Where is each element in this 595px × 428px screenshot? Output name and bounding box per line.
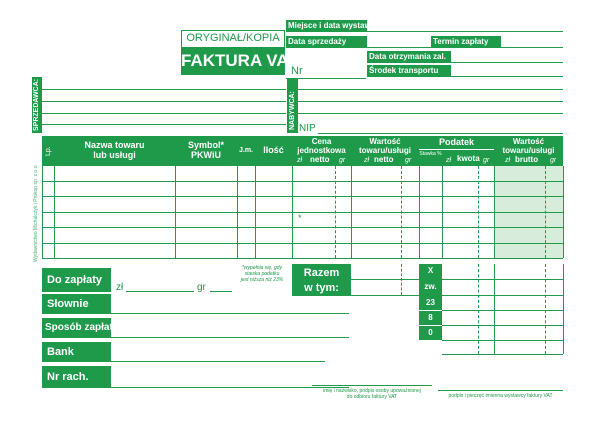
rate-label-x: X <box>427 266 434 275</box>
rate-label-23: 23 <box>426 298 435 307</box>
netval-zl-label: zł <box>364 157 370 164</box>
sum-col-1 <box>494 264 495 354</box>
netval-header-line2: towaru/usługi <box>359 146 411 155</box>
name-header-line1: Nazwa towaru <box>84 140 145 150</box>
bank-line[interactable] <box>111 361 325 362</box>
footnote-line1: *wypełnia się, gdy <box>241 265 283 271</box>
gross-brutto-label: brutto <box>515 155 539 164</box>
slownie-label: Słownie <box>47 298 89 310</box>
gross-zl-label: zł <box>505 157 511 164</box>
transport-line <box>451 76 563 77</box>
row-line-2 <box>42 196 563 197</box>
qty-header-label: Ilość <box>263 145 284 155</box>
rate-label-zw: zw. <box>424 282 437 291</box>
jm-header-label: J.m. <box>238 147 253 154</box>
nr-rach-label: Nr rach. <box>47 371 89 383</box>
sum-dash-3 <box>545 264 546 354</box>
original-copy-label: ORYGINAŁ/KOPIA <box>186 32 280 44</box>
price-zl-label: zł <box>297 157 303 164</box>
transport-label: Środek transportu <box>369 66 439 75</box>
gross-header-line2: towaru/usługi <box>502 146 555 155</box>
tax-header-label: Podatek <box>438 137 474 147</box>
col-line-11 <box>563 166 564 258</box>
sum-dash-1 <box>401 264 402 295</box>
issuer-signature-label: podpis i pieczęć imienna wystawcy faktury VAT <box>448 393 553 399</box>
netval-gr-label: gr <box>405 157 412 164</box>
price-netto-label: netto <box>310 155 330 164</box>
netval-netto-label: netto <box>374 155 394 164</box>
buyer-nip-line <box>318 133 563 134</box>
do-zaplaty-label: Do zapłaty <box>47 274 103 286</box>
row-line-5 <box>42 243 563 244</box>
price-gr-label: gr <box>339 157 346 164</box>
razem-label: Razem <box>303 267 340 279</box>
buyer-label: NABYWCA: <box>289 91 296 130</box>
payment-term-label: Termin zapłaty <box>433 37 489 46</box>
sum-col-2 <box>563 264 564 354</box>
advance-date-label: Data otrzymania zal. <box>369 52 446 61</box>
seller-line-3 <box>42 113 286 114</box>
buyer-line-1 <box>298 89 563 90</box>
name-header-line2: lub usługi <box>93 150 136 160</box>
symbol-header-line2: PKWiU <box>191 150 221 160</box>
netval-header-line1: Wartość <box>369 137 401 146</box>
do-zaplaty-zl: zł <box>116 282 124 293</box>
sum-line-6 <box>442 354 563 355</box>
sum-dash-2 <box>478 264 479 354</box>
publisher-note: Wydawnictwo Michalczyk i Prokop sp. z o.o. <box>33 164 39 262</box>
gross-gr-label: gr <box>550 157 557 164</box>
buyer-nip-label[interactable]: NIP <box>299 123 316 134</box>
sum-line-1 <box>351 279 563 280</box>
row-line-3 <box>42 212 563 213</box>
row-line-4 <box>42 227 563 228</box>
symbol-header-line1: Symbol* <box>187 140 224 150</box>
tax-gr-label: gr <box>483 157 490 164</box>
do-zaplaty-zl-line[interactable] <box>126 291 194 292</box>
lp-header-label: Lp. <box>45 146 52 156</box>
receiver-signature-line[interactable] <box>312 385 432 386</box>
seller-line-1 <box>42 89 286 90</box>
do-zaplaty-gr-line[interactable] <box>210 291 232 292</box>
advance-date-line <box>451 62 563 63</box>
tax-header-divider <box>419 149 494 150</box>
buyer-line-3 <box>298 113 563 114</box>
bank-label: Bank <box>47 346 74 358</box>
footnote-line2: stawka podatku <box>244 271 280 277</box>
issuer-signature-line[interactable] <box>438 390 563 391</box>
rate-label-8: 8 <box>428 313 433 322</box>
do-zaplaty-gr: gr <box>197 282 206 293</box>
payment-term-line <box>501 47 563 48</box>
place-date-line <box>367 31 563 32</box>
rate-label-0: 0 <box>428 328 433 337</box>
price-header-line1: Cena <box>311 137 332 146</box>
sale-date-line <box>367 47 431 48</box>
nr-line <box>286 78 366 79</box>
sum-line-2 <box>351 295 563 296</box>
row-line-6 <box>42 258 563 259</box>
w-tym-label: w tym: <box>304 282 339 294</box>
seller-line-4 <box>42 124 286 125</box>
invoice-number-label[interactable]: Nr <box>291 65 303 77</box>
tax-zl-label: zł <box>446 157 452 164</box>
sposob-line[interactable] <box>111 337 349 338</box>
gross-header-line1: Wartość <box>512 137 545 146</box>
receiver-signature-line2: do odbioru faktury VAT <box>346 394 398 400</box>
slownie-line[interactable] <box>111 313 349 314</box>
seller-line-2 <box>42 101 286 102</box>
seller-label: SPRZEDAWCA: <box>33 78 40 131</box>
row-line-1 <box>42 181 563 182</box>
tax-rate-label: Stawka % <box>419 151 442 157</box>
buyer-line-2 <box>298 101 563 102</box>
price-header-line2: jednostkowa <box>297 146 346 155</box>
sale-date-label: Data sprzedaży <box>288 37 347 46</box>
table-asterisk: * <box>298 213 302 223</box>
place-date-label: Miejsce i data wystawienia <box>288 21 389 30</box>
sposob-label: Sposób zapłaty <box>45 322 119 333</box>
document-title: FAKTURA VAT <box>181 51 298 70</box>
tax-amount-label: kwota <box>457 154 480 163</box>
footnote-line3: jest niższa niż 23% <box>240 277 284 283</box>
receiver-signature-line1: imię i nazwisko, podpis osoby upoważnionej <box>323 388 421 394</box>
nr-rach-line[interactable] <box>111 387 349 388</box>
